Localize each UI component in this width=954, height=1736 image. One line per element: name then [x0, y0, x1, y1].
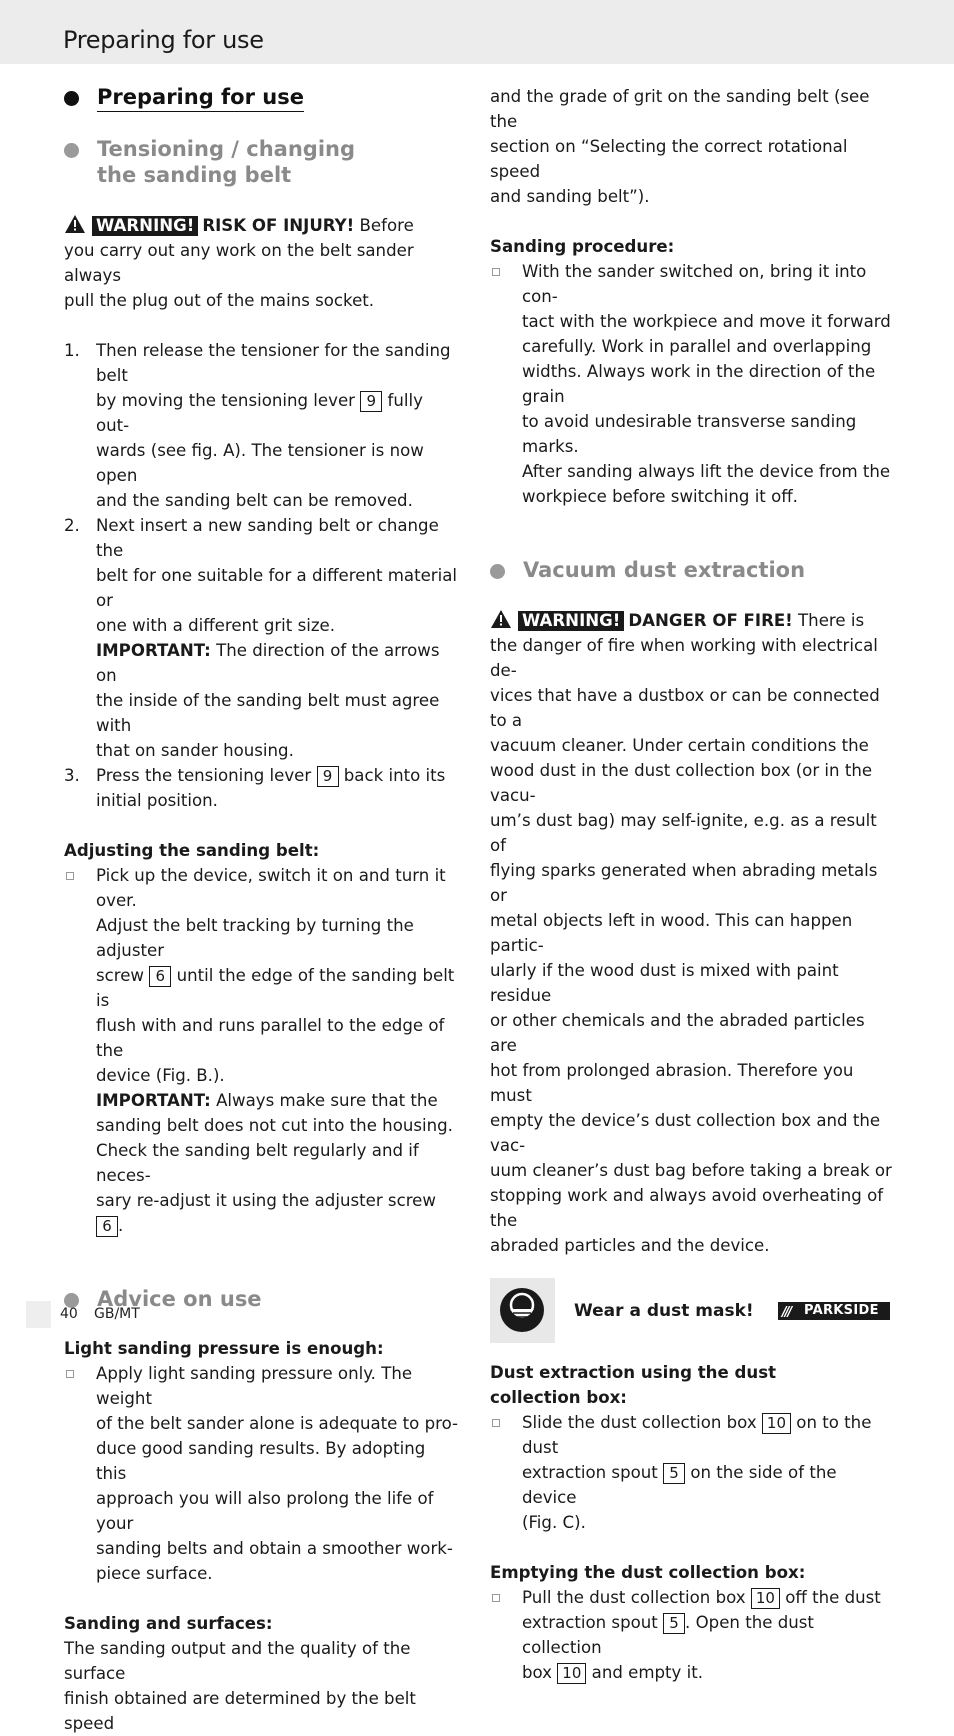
checkbox-bullet-icon: [66, 1370, 74, 1378]
subheading: collection box:: [490, 1388, 627, 1407]
warning-head: DANGER OF FIRE!: [628, 611, 793, 630]
list-item: [490, 259, 892, 509]
warning-text: stopping work and always avoid overheating of the: [490, 1186, 884, 1230]
subheading: Sanding and surfaces:: [64, 1614, 273, 1633]
section-title: Preparing for use: [97, 84, 304, 112]
step-text: by moving the tensioning lever: [96, 391, 361, 410]
subheading: Sanding procedure:: [490, 237, 675, 256]
item-text: sanding belt does not cut into the housing.: [96, 1116, 453, 1135]
bullet-dot-icon: [64, 91, 79, 106]
left-column: [64, 84, 460, 1736]
warning-text: pull the plug out of the mains socket.: [64, 291, 375, 310]
warning-injury: [64, 213, 460, 313]
warning-text: There is: [792, 611, 865, 630]
item-text: to avoid undesirable transverse sanding marks.: [522, 412, 857, 456]
part-ref: 10: [751, 1588, 780, 1609]
item-text: carefully. Work in parallel and overlapping: [522, 337, 872, 356]
step-text: The direction of the arrows on: [96, 641, 440, 685]
checkbox-bullet-icon: [492, 1594, 500, 1602]
item-text: After sanding always lift the device from the: [522, 462, 891, 481]
checkbox-bullet-icon: [492, 268, 500, 276]
paragraph-line: and sanding belt”).: [490, 187, 650, 206]
step-text: Next insert a new sanding belt or change the: [96, 516, 439, 560]
section-tensioning: [64, 136, 460, 188]
item-text: of the belt sander alone is adequate to pro-: [96, 1414, 459, 1433]
item-text: With the sander switched on, bring it into con-: [522, 262, 867, 306]
item-text: extraction spout: [522, 1463, 664, 1482]
part-ref: 5: [663, 1613, 685, 1634]
checkbox-bullet-icon: [492, 1419, 500, 1427]
dust-mask-icon: [499, 1287, 545, 1333]
item-text: Apply light sanding pressure only. The weight: [96, 1364, 413, 1408]
list-item: [490, 1585, 892, 1685]
important-label: IMPORTANT:: [96, 1091, 211, 1110]
warning-text: abraded particles and the device.: [490, 1236, 770, 1255]
item-text: box: [522, 1663, 558, 1682]
item-text: approach you will also prolong the life of your: [96, 1489, 434, 1533]
paragraph-line: finish obtained are determined by the belt speed: [64, 1689, 416, 1733]
warning-text: vacuum cleaner. Under certain conditions the: [490, 736, 869, 755]
section-title-line: the sanding belt: [97, 163, 292, 187]
paragraph-line: section on “Selecting the correct rotational speed: [490, 137, 848, 181]
item-text: extraction spout: [522, 1613, 664, 1632]
step-text: one with a different grit size.: [96, 616, 336, 635]
page-header-title: Preparing for use: [63, 26, 264, 54]
item-text: tact with the workpiece and move it forward: [522, 312, 891, 331]
right-column: [490, 84, 892, 1685]
item-text: sanding belts and obtain a smoother work-: [96, 1539, 453, 1558]
brand-name: PARKSIDE: [804, 1303, 879, 1318]
item-text: widths. Always work in the direction of the grain: [522, 362, 876, 406]
subheading: Adjusting the sanding belt:: [64, 841, 320, 860]
warning-text: um’s dust bag) may self-ignite, e.g. as a result of: [490, 811, 877, 855]
warning-text: you carry out any work on the belt sander always: [64, 241, 414, 285]
paragraph-line: The sanding output and the quality of the surface: [64, 1639, 411, 1683]
important-label: IMPORTANT:: [96, 641, 211, 660]
item-text: screw: [96, 966, 150, 985]
warning-text: or other chemicals and the abraded particles are: [490, 1011, 865, 1055]
section-title: Vacuum dust extraction: [523, 558, 806, 582]
item-text: flush with and runs parallel to the edge of the: [96, 1016, 445, 1060]
step-text: belt for one suitable for a different material or: [96, 566, 457, 610]
item-text: . Open the dust collection: [522, 1613, 814, 1657]
page-language: GB/MT: [94, 1306, 140, 1322]
section-title: Advice on use: [97, 1287, 262, 1311]
part-ref: 9: [360, 391, 382, 412]
dust-mask-tile: [490, 1278, 555, 1343]
warning-text: flying sparks generated when abrading metals or: [490, 861, 878, 905]
checkbox-bullet-icon: [66, 872, 74, 880]
item-text: Always make sure that the: [210, 1091, 438, 1110]
bullet-dot-icon: [64, 143, 79, 158]
bullet-dot-icon: [490, 564, 505, 579]
item-text: on the side of the device: [522, 1463, 837, 1507]
part-ref: 9: [317, 766, 339, 787]
warning-head: RISK OF INJURY!: [202, 216, 355, 235]
warning-text: ularly if the wood dust is mixed with paint residue: [490, 961, 839, 1005]
step-text: fully out-: [96, 391, 423, 435]
subheading: Dust extraction using the dust: [490, 1363, 777, 1382]
item-text: on to the dust: [522, 1413, 872, 1457]
part-ref: 10: [557, 1663, 586, 1684]
part-ref: 6: [96, 1216, 118, 1237]
warning-badge: WARNING!: [518, 611, 624, 631]
list-item: [64, 1361, 460, 1586]
warning-text: Before: [354, 216, 414, 235]
step-text: wards (see fig. A). The tensioner is now open: [96, 441, 424, 485]
warning-triangle-icon: [64, 214, 86, 234]
section-preparing-for-use: [64, 84, 460, 112]
part-ref: 10: [762, 1413, 791, 1434]
page-number: 40: [60, 1306, 78, 1322]
section-vacuum: [490, 557, 892, 583]
dust-mask-label: Wear a dust mask!: [574, 1301, 754, 1321]
warning-badge: WARNING!: [92, 216, 198, 236]
item-text: workpiece before switching it off.: [522, 487, 798, 506]
item-text: device (Fig. B.).: [96, 1066, 225, 1085]
item-text: Pick up the device, switch it on and turn it over.: [96, 866, 446, 910]
item-text: duce good sanding results. By adopting this: [96, 1439, 426, 1483]
step-text: Press the tensioning lever: [96, 766, 317, 785]
item-text: piece surface.: [96, 1564, 213, 1583]
step-item: [64, 513, 460, 763]
step-item: [64, 763, 460, 813]
item-text: and empty it.: [586, 1663, 704, 1682]
section-title-line: Tensioning / changing: [97, 137, 356, 161]
step-number: 1.: [64, 341, 80, 360]
step-text: Then release the tensioner for the sanding belt: [96, 341, 451, 385]
part-ref: 5: [663, 1463, 685, 1484]
footer-tile: [26, 1301, 51, 1328]
warning-text: wood dust in the dust collection box (or in the vacu-: [490, 761, 873, 805]
step-number: 3.: [64, 766, 80, 785]
warning-triangle-icon: [490, 609, 512, 629]
brand-logo: [778, 1302, 890, 1320]
item-text: Adjust the belt tracking by turning the adjuster: [96, 916, 414, 960]
warning-text: uum cleaner’s dust bag before taking a break or: [490, 1161, 892, 1180]
subheading: Emptying the dust collection box:: [490, 1563, 806, 1582]
warning-text: empty the device’s dust collection box and the vac-: [490, 1111, 881, 1155]
step-text: initial position.: [96, 791, 218, 810]
paragraph-line: and the grade of grit on the sanding belt (see the: [490, 87, 870, 131]
step-text: back into its: [338, 766, 446, 785]
step-text: and the sanding belt can be removed.: [96, 491, 413, 510]
item-text: Check the sanding belt regularly and if neces-: [96, 1141, 419, 1185]
item-text: sary re-adjust it using the adjuster screw: [96, 1191, 436, 1210]
step-item: [64, 338, 460, 513]
warning-text: vices that have a dustbox or can be connected to a: [490, 686, 880, 730]
list-item: [64, 863, 460, 1238]
step-text: that on sander housing.: [96, 741, 294, 760]
item-text: until the edge of the sanding belt is: [96, 966, 455, 1010]
subheading: Light sanding pressure is enough:: [64, 1339, 384, 1358]
step-text: the inside of the sanding belt must agree with: [96, 691, 440, 735]
item-text: Slide the dust collection box: [522, 1413, 762, 1432]
step-number: 2.: [64, 516, 80, 535]
item-text: (Fig. C).: [522, 1513, 586, 1532]
item-text: .: [118, 1216, 124, 1235]
part-ref: 6: [149, 966, 171, 987]
warning-text: the danger of fire when working with electrical de-: [490, 636, 878, 680]
warning-fire: [490, 608, 892, 1258]
list-item: [490, 1410, 892, 1535]
warning-text: hot from prolonged abrasion. Therefore you must: [490, 1061, 854, 1105]
item-text: off the dust: [779, 1588, 881, 1607]
warning-text: metal objects left in wood. This can happen partic-: [490, 911, 853, 955]
brand-stripes: ///: [782, 1305, 791, 1320]
item-text: Pull the dust collection box: [522, 1588, 751, 1607]
